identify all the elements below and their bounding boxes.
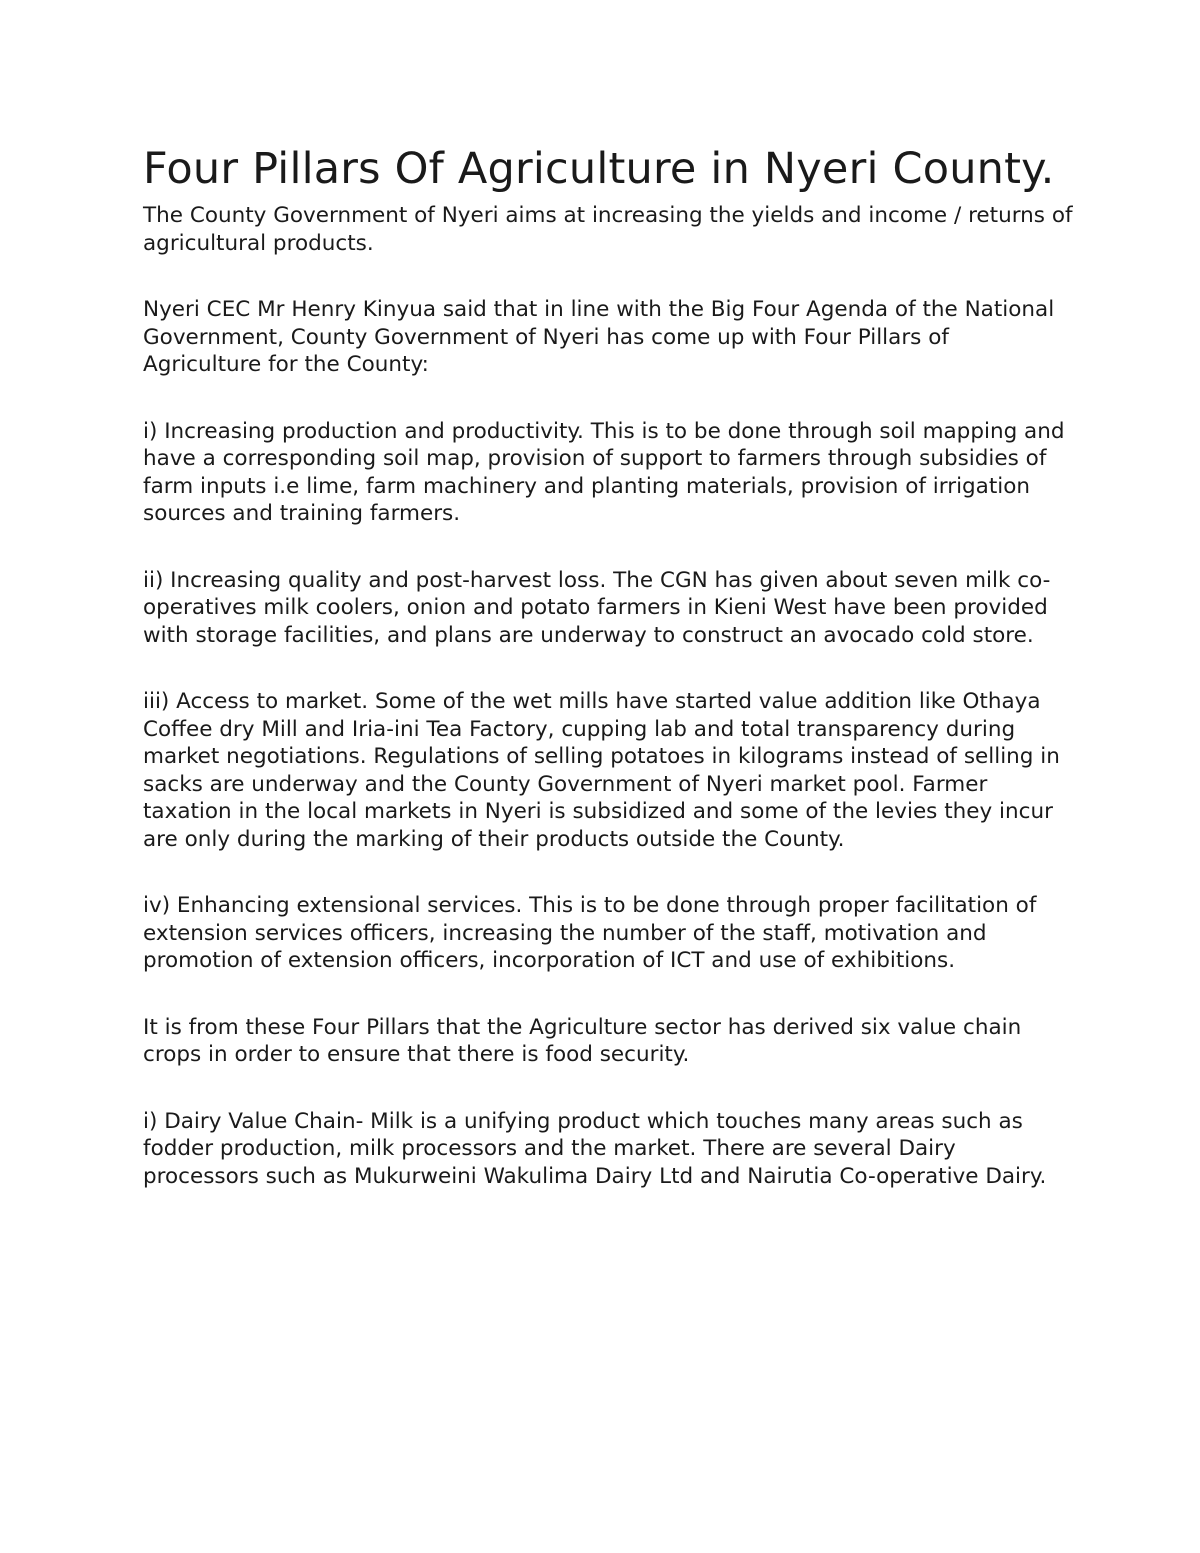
pillar-1-paragraph: i) Increasing production and productivity. This is to be done through soil mapping and have a corresponding soil map, provision of support to farmers through subsidies of farm inputs i.e lime, farm machinery and planting materials, provision of irrigation sources and training farmers. <box>143 418 1065 526</box>
document-title: Four Pillars Of Agriculture in Nyeri County. <box>143 144 1055 194</box>
cec-statement-paragraph: Nyeri CEC Mr Henry Kinyua said that in line with the Big Four Agenda of the National Government, County Government of Nyeri has come up with Four Pillars of Agriculture for the County: <box>143 297 1055 377</box>
pillar-2-paragraph: ii) Increasing quality and post-harvest loss. The CGN has given about seven milk co-operatives milk coolers, onion and potato farmers in Kieni West have been provided with storage facilities, and plans are underway to construct an avocado cold store. <box>143 567 1051 648</box>
intro-paragraph: The County Government of Nyeri aims at increasing the yields and income / returns of agricultural products. <box>143 203 1073 256</box>
document-page <box>143 142 1073 1229</box>
dairy-value-chain-paragraph: i) Dairy Value Chain- Milk is a unifying product which touches many areas such as fodder production, milk processors and the market. There are several Dairy processors such as Mukurweini Wakulima Dairy Ltd and Nairutia Co-operative Dairy. <box>143 1108 1047 1189</box>
pillar-3-paragraph: iii) Access to market. Some of the wet mills have started value addition like Othaya Coffee dry Mill and Iria-ini Tea Factory, cupping lab and total transparency during market negotiations. Regulations of selling potatoes in kilograms instead of selling in sacks are underway and the County Government of Nyeri market pool. Farmer taxation in the local markets in Nyeri is subsidized and some of the levies they incur are only during the marking of their products outside the County. <box>143 689 1060 852</box>
pillar-4-paragraph: iv) Enhancing extensional services. This is to be done through proper facilitation of extension services officers, increasing the number of the staff, motivation and promotion of extension officers, incorporation of ICT and use of exhibitions. <box>143 893 1037 973</box>
value-chain-intro-paragraph: It is from these Four Pillars that the Agriculture sector has derived six value chain crops in order to ensure that there is food security. <box>143 1014 1022 1067</box>
